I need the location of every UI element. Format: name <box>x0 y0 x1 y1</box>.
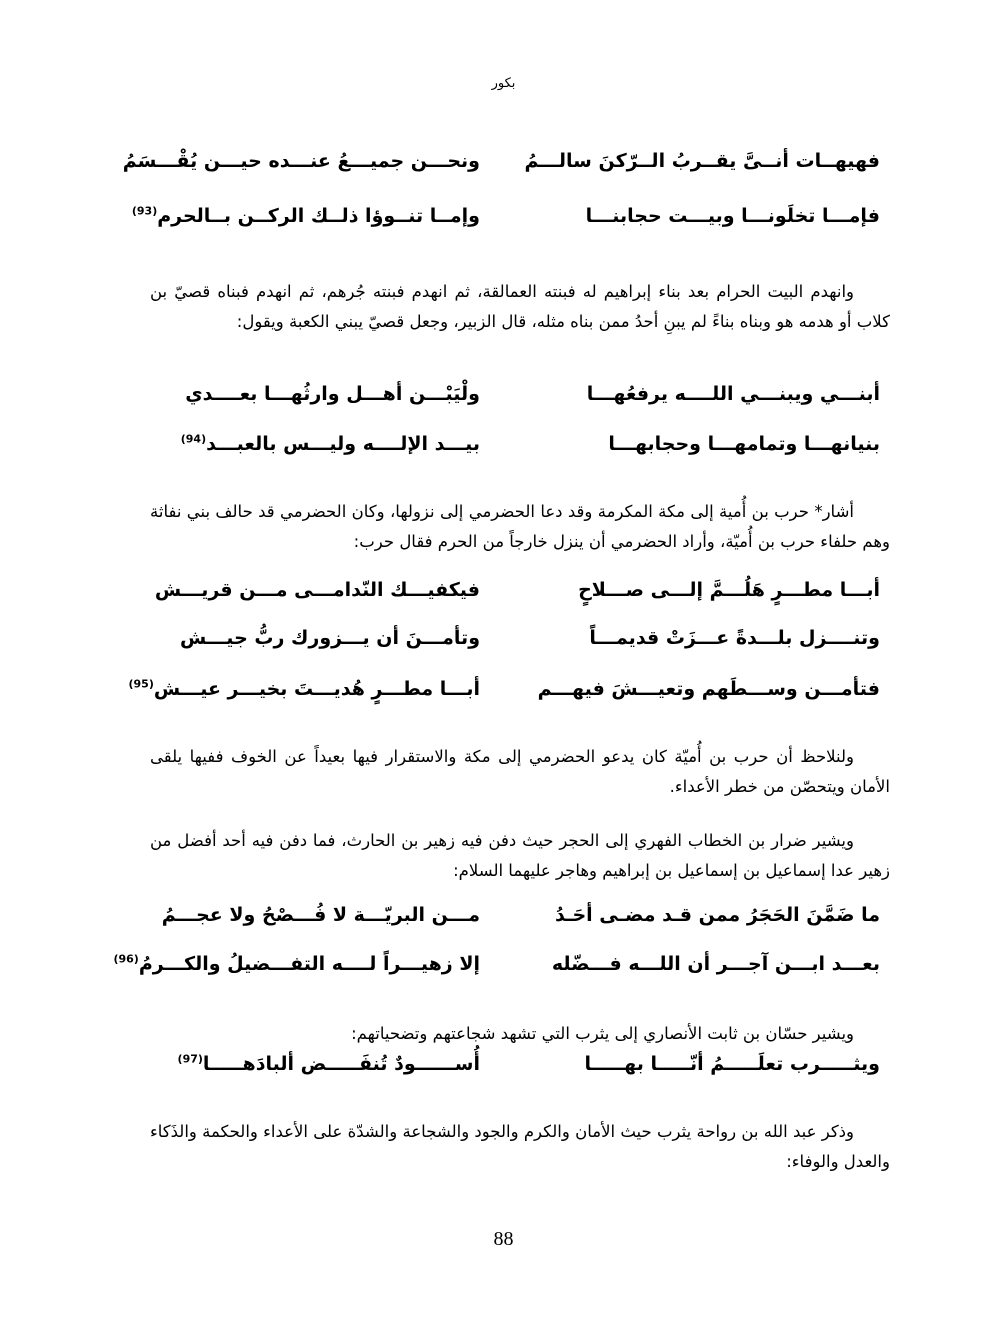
verse-first-hemistich: ويثـــــرب تعلَـــــمُ أنّـــــا بهـــــا <box>584 1053 880 1075</box>
verse-line <box>131 204 880 239</box>
verse-text: فيكفيـــك النّدامـــى مـــن قريـــش <box>154 579 480 601</box>
footnote-marker: (95) <box>128 677 154 691</box>
paragraph-text: وانهدم البيت الحرام بعد بناء إبراهيم له فبنته العمالقة، ثم انهدم فبنته جُرهم، ثم انهدم فبناه قصيّ بن كلاب أو هدمه هو وبناه بناءً لم يبنِ أحدُ ممن بناه مثله، قال الزبير، وجعل قصيّ يبني الكعبة ويقول: <box>150 282 890 331</box>
page-number: 88 <box>493 1228 514 1250</box>
body-paragraph <box>150 1019 890 1049</box>
verse-text: وتأمـــنَ أن يـــزورك ربُّ جيـــش <box>179 627 480 649</box>
verse-text: ونحـــن جميـــعُ عنـــده حيـــن يُقْـــسَمُ <box>122 150 480 172</box>
footnote-marker: (94) <box>180 432 207 446</box>
verse-text: ولْيَبْـــن أهـــل وارثُهـــا بعــــدي <box>185 383 480 405</box>
body-paragraph <box>150 277 890 337</box>
verse-second-hemistich <box>150 904 480 926</box>
verse-first-hemistich: ما ضَمَّنَ الحَجَرُ ممن قـد مضـى أحَـدُ <box>554 904 880 926</box>
verse-second-hemistich <box>150 383 480 405</box>
body-paragraph <box>150 742 890 802</box>
verse-line <box>150 1053 880 1087</box>
body-paragraph <box>150 497 890 557</box>
verse-first-hemistich: فتأمـــن وســـطَهم وتعيـــشَ فيهـــم <box>537 678 880 700</box>
verse-text: بيـــد الإلــــه وليـــس بالعبـــد <box>206 433 480 455</box>
verse-line <box>150 904 880 938</box>
verse-second-hemistich <box>150 433 480 455</box>
verse-line <box>150 383 880 417</box>
verse-text: أبـــا مطـــرٍ هُديـــتَ بخيـــر عيـــش <box>153 678 480 700</box>
verse-first-hemistich: فهيهــات أنــىَّ يقــربُ الــرّكنَ سالـــمُ <box>524 150 880 172</box>
verse-second-hemistich <box>128 677 480 700</box>
verse-first-hemistich: وتنــــزل بلـــدةً عـــزَتْ قديمـــاً <box>589 627 880 649</box>
verse-line <box>113 952 880 987</box>
running-header: بكور <box>491 76 516 91</box>
verse-text: أُســــــودٌ تُنفَـــــض ألبادَهـــــا <box>202 1053 480 1075</box>
footnote-marker: (96) <box>113 952 139 966</box>
verse-first-hemistich: فإمـــا تخلَونـــا وبيـــت حجابنـــا <box>585 205 880 227</box>
verse-first-hemistich: بعـــد ابـــن آجـــر أن اللـــه فـــضّله <box>551 953 880 975</box>
verse-line <box>122 150 880 184</box>
verse-second-hemistich <box>150 1053 480 1075</box>
paragraph-text: أشار* حرب بن أُمية إلى مكة المكرمة وقد دعا الحضرمي إلى نزولها، وكان الحضرمي قد حالف بني نفاثة وهم حلفاء حرب بن أُميّة، وأراد الحضرمي أن ينزل خارجاً من الحرم فقال حرب: <box>150 502 890 551</box>
paragraph-text: ولنلاحظ أن حرب بن أُميّة كان يدعو الحضرمي إلى مكة والاستقرار فيها بعيداً عن الخوف ففيها يلقى الأمان ويتحصّن من خطر الأعداء. <box>150 747 890 796</box>
verse-line <box>150 433 880 467</box>
verse-first-hemistich: بنيانهـــا وتمامهـــا وحجابهـــا <box>608 433 880 455</box>
verse-first-hemistich: أبنـــي ويبنـــي اللــــه يرفعُهـــا <box>586 383 880 405</box>
verse-text: وإمــا تنــوؤا ذلــك الركــن بــالحرم <box>157 205 480 227</box>
paragraph-text: ويشير حسّان بن ثابت الأنصاري إلى يثرب التي تشهد شجاعتهم وتضحياتهم: <box>351 1024 854 1043</box>
verse-second-hemistich <box>122 150 480 172</box>
verse-second-hemistich <box>150 579 480 601</box>
verse-line <box>150 627 880 661</box>
verse-text: مـــن البريّـــة لا فُـــصْحُ ولا عجـــمُ <box>161 904 480 926</box>
body-paragraph <box>150 1117 890 1177</box>
verse-text: إلا زهيـــراً لــــه التفـــضيلُ والكـــرمُ <box>138 953 480 975</box>
paragraph-text: ويشير ضرار بن الخطاب الفهري إلى الحجر حيث دفن فيه زهير بن الحارث، فما دفن فيه أحد أفضل من زهير عدا إسماعيل بن إسماعيل بن إبراهيم وهاجر عليهما السلام: <box>150 831 890 880</box>
body-paragraph <box>150 826 890 886</box>
verse-first-hemistich: أبـــا مطـــرٍ هَلُـــمَّ إلـــى صـــلاحٍ <box>578 579 880 601</box>
verse-second-hemistich <box>131 204 480 227</box>
verse-line <box>150 579 880 613</box>
verse-second-hemistich <box>113 952 480 975</box>
paragraph-text: وذكر عبد الله بن رواحة يثرب حيث الأمان والكرم والجود والشجاعة والشدّة على الأعداء والحكمة والذَكاء والعدل والوفاء: <box>150 1122 890 1171</box>
footnote-marker: (97) <box>177 1052 203 1066</box>
footnote-marker: (93) <box>131 204 158 218</box>
verse-line <box>128 677 880 712</box>
verse-second-hemistich <box>150 627 480 649</box>
